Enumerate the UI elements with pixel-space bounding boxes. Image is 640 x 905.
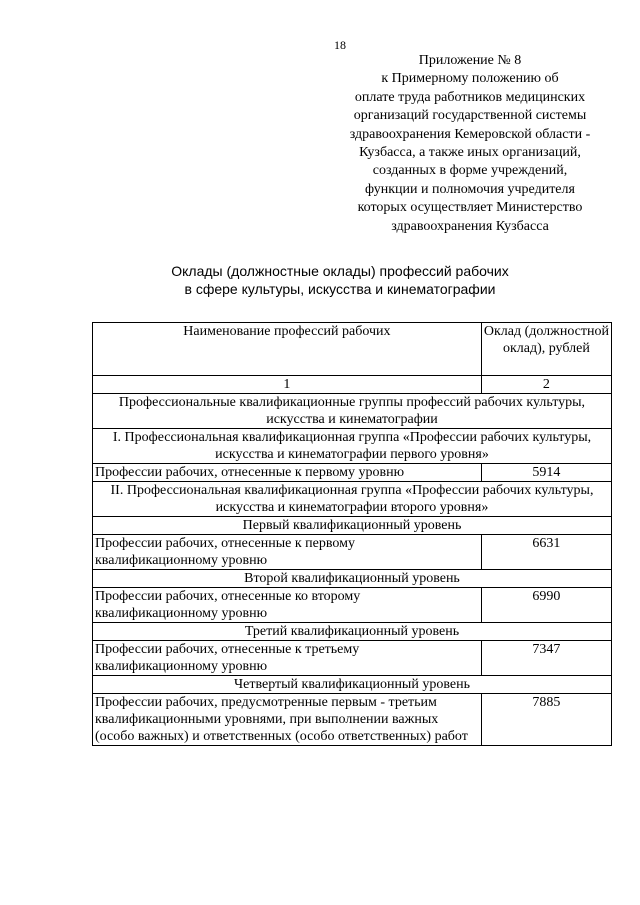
appendix-line: организаций государственной системы — [353, 108, 587, 124]
table-row — [93, 464, 612, 482]
level-heading: Третий квалификационный уровень — [93, 623, 612, 641]
salary-cell: 5914 — [481, 464, 611, 482]
title-line: в сфере культуры, искусства и кинематографии — [184, 281, 496, 297]
profession-cell: Профессии рабочих, отнесенные ко второму квалификационному уровню — [93, 588, 482, 623]
table-row — [93, 694, 612, 746]
appendix-line: здравоохранения Кузбасса — [391, 218, 549, 234]
appendix-line: созданных в форме учреждений, — [372, 163, 568, 179]
header-salary: Оклад (должностной оклад), рублей — [481, 323, 611, 376]
appendix-line: оплате труда работников медицинских — [354, 89, 586, 105]
appendix-line: Кузбасса, а также иных организаций, — [359, 145, 581, 161]
column-number: 1 — [93, 376, 482, 394]
appendix-line: функции и полномочия учредителя — [365, 181, 575, 197]
column-number-row — [93, 376, 612, 394]
level-heading-row — [93, 517, 612, 535]
level-heading-row — [93, 623, 612, 641]
appendix-line: к Примерному положению об — [381, 71, 559, 87]
group-heading-row — [93, 394, 612, 429]
profession-cell: Профессии рабочих, отнесенные к первому уровню — [93, 464, 482, 482]
document-title — [0, 262, 640, 298]
appendix-line: здравоохранения Кемеровской области - — [349, 126, 591, 142]
header-profession: Наименование профессий рабочих — [93, 323, 482, 376]
table-row — [93, 588, 612, 623]
salary-cell: 6631 — [481, 535, 611, 570]
salary-cell: 7885 — [481, 694, 611, 746]
profession-cell: Профессии рабочих, отнесенные к первому квалификационному уровню — [93, 535, 482, 570]
table-header-row — [93, 323, 612, 376]
table-row — [93, 535, 612, 570]
appendix-header — [320, 52, 620, 236]
group-2-heading: II. Профессиональная квалификационная группа «Профессии рабочих культуры, искусства и кинематографии второго уровня» — [93, 482, 612, 517]
appendix-line: Приложение № 8 — [418, 53, 522, 68]
title-line: Оклады (должностные оклады) профессий рабочих — [171, 263, 509, 279]
level-heading-row — [93, 676, 612, 694]
profession-cell: Профессии рабочих, предусмотренные первым - третьим квалификационными уровнями, при выполнении важных (особо важных) и ответственных (особо ответственных) работ — [93, 694, 482, 746]
table-row — [93, 641, 612, 676]
group-heading: Профессиональные квалификационные группы профессий рабочих культуры, искусства и кинематографии — [93, 394, 612, 429]
group-heading-row — [93, 482, 612, 517]
column-number: 2 — [481, 376, 611, 394]
profession-cell: Профессии рабочих, отнесенные к третьему квалификационному уровню — [93, 641, 482, 676]
appendix-line: которых осуществляет Министерство — [357, 200, 583, 216]
page-number: 18 — [334, 38, 346, 52]
group-heading-row — [93, 429, 612, 464]
salary-cell: 7347 — [481, 641, 611, 676]
level-heading: Четвертый квалификационный уровень — [93, 676, 612, 694]
level-heading: Второй квалификационный уровень — [93, 570, 612, 588]
level-heading: Первый квалификационный уровень — [93, 517, 612, 535]
salary-table — [92, 322, 612, 746]
salary-cell: 6990 — [481, 588, 611, 623]
level-heading-row — [93, 570, 612, 588]
group-1-heading: I. Профессиональная квалификационная группа «Профессии рабочих культуры, искусства и кинематографии первого уровня» — [93, 429, 612, 464]
